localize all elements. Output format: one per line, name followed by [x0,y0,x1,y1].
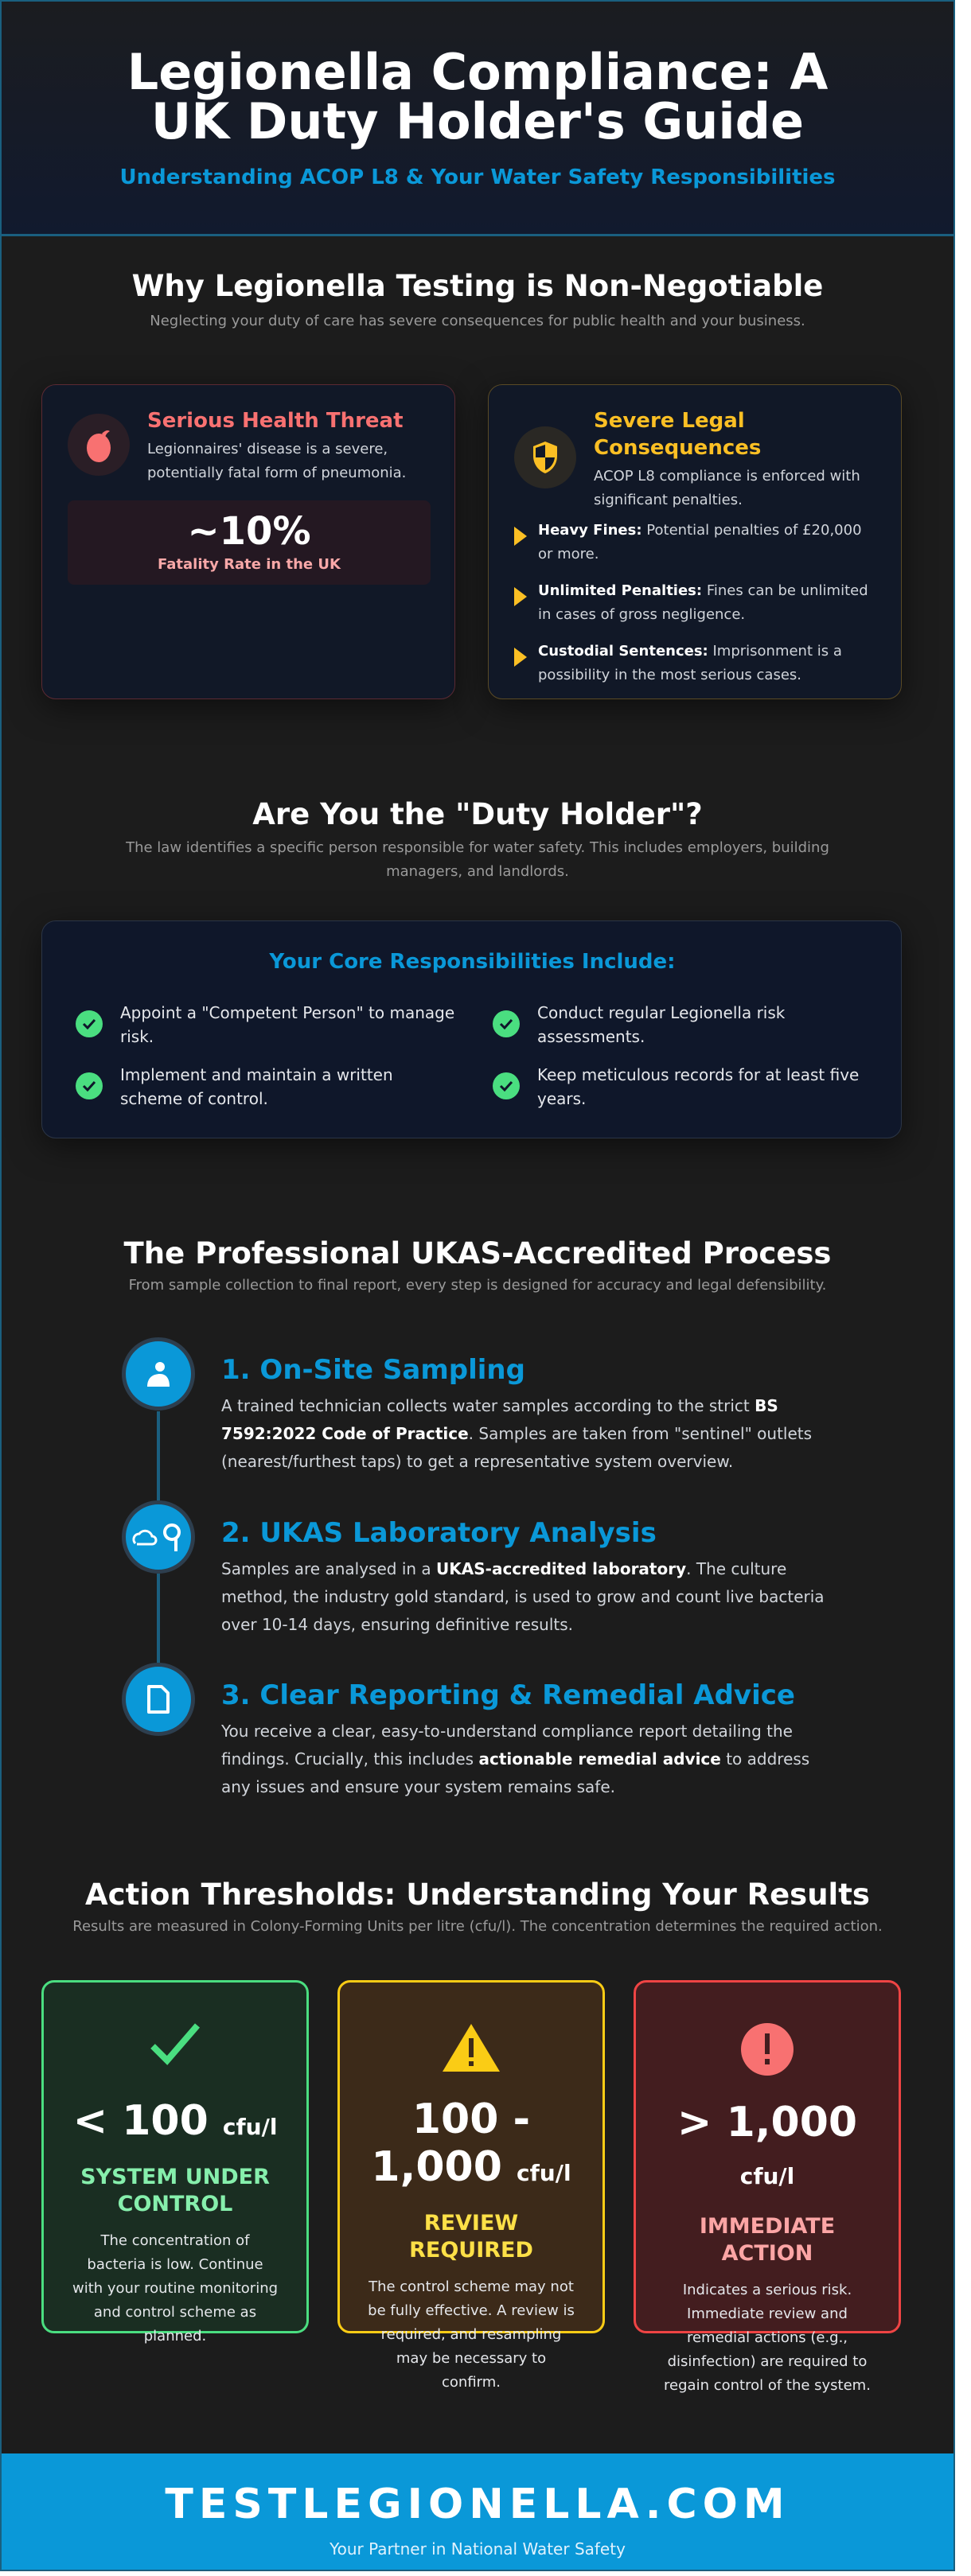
penalty-text: Potential penalties of £20,000 or more. [538,522,862,562]
penalty-text: Imprisonment is a possibility in the most serious cases. [538,643,842,683]
threshold-value: < 100 cfu/l [72,2097,278,2145]
penalty-list [514,519,880,700]
why-section-header [2,269,953,333]
penalty-label: Unlimited Penalties: [538,582,703,599]
checkmark-icon [150,2022,201,2065]
responsibility-text: Keep meticulous records for at least five years. [537,1065,860,1108]
footer [2,2453,953,2571]
legal-consequences-card [488,384,902,699]
responsibility-item [76,1001,458,1049]
threshold-text: Indicates a serious risk. Immediate review and remedial actions (e.g., disinfection) are required to regain control of the system. [664,2282,871,2394]
threshold-status: REVIEW REQUIRED [409,2211,533,2263]
threshold-value: 100 - 1,000 cfu/l [371,2095,571,2191]
timeline-connector [157,1574,160,1663]
penalty-item [514,519,880,566]
document-icon [146,1684,170,1714]
arrow-icon [514,648,527,667]
threshold-card-medium [337,1980,605,2391]
step-icon-circle [122,1337,195,1411]
section-lead: Results are measured in Colony-Forming Units per litre (cfu/l). The concentration determines the required action. [72,1918,883,1935]
footer-tagline: Your Partner in National Water Safety [330,2539,626,2558]
threshold-text: The control scheme may not be fully effective. A review is required, and resampling may be necessary to confirm. [368,2278,575,2391]
arrow-icon [514,527,527,546]
legal-icon-wrap [514,426,576,488]
step-title: 3. Clear Reporting & Remedial Advice [221,1679,795,1711]
responsibility-text: Conduct regular Legionella risk assessments. [537,1003,786,1046]
responsibility-item [493,1063,875,1111]
header [2,2,953,236]
step-icon-circle [122,1500,195,1574]
step-title: 2. UKAS Laboratory Analysis [221,1517,657,1549]
health-threat-card [41,384,455,699]
arrow-icon [514,587,527,606]
card-title: Serious Health Threat [147,409,404,433]
check-circle-icon [493,1072,520,1099]
penalty-label: Custodial Sentences: [538,643,708,660]
brand-link[interactable]: TESTLEGIONELLA.COM [165,2481,790,2528]
page-title: Legionella Compliance: A UK Duty Holder's Guide [127,43,829,150]
stat-value: ~10% [187,509,311,554]
threshold-status: IMMEDIATE ACTION [699,2214,836,2266]
section-title: The Professional UKAS-Accredited Process [123,1236,832,1270]
health-icon-wrap [68,414,130,476]
card-text: Legionnaires' disease is a severe, potentially fatal form of pneumonia. [147,441,407,481]
card-title: Severe Legal Consequences [594,409,762,460]
check-circle-icon [493,1010,520,1037]
step-title: 1. On-Site Sampling [221,1354,525,1386]
penalty-item [514,579,880,627]
step-icon-circle [122,1663,195,1736]
page-subtitle: Understanding ACOP L8 & Your Water Safety Responsibilities [119,165,836,189]
section-lead: From sample collection to final report, every step is designed for accuracy and legal defensibility. [128,1277,827,1294]
check-circle-icon [76,1072,103,1099]
responsibility-item [493,1001,875,1049]
card-text: ACOP L8 compliance is enforced with significant penalties. [594,468,860,508]
thresholds-section-header [2,1878,953,1939]
lung-icon [83,426,115,463]
fatality-stat [68,500,431,585]
section-title: Action Thresholds: Understanding Your Results [85,1878,870,1912]
technician-icon [144,1360,173,1388]
threshold-status: SYSTEM UNDER CONTROL [80,2165,270,2216]
step-text: You receive a clear, easy-to-understand compliance report detailing the findings. Crucially, this includes actionable remedial advice to address any issues and ensure your system remains safe. [221,1722,810,1796]
timeline-connector [157,1411,160,1500]
penalty-item [514,640,880,687]
penalty-text: Fines can be unlimited in cases of gross negligence. [538,582,868,623]
threshold-value: > 1,000 cfu/l [677,2099,858,2189]
responsibility-text: Appoint a "Competent Person" to manage risk. [120,1003,455,1046]
shield-icon [532,440,559,475]
step-text: A trained technician collects water samples according to the strict BS 7592:2022 Code of Practice. Samples are taken from "sentinel" outlets (nearest/furthest taps) to get a representative system overview. [221,1396,813,1471]
section-title: Why Legionella Testing is Non-Negotiable [131,269,824,303]
warning-triangle-icon [441,2022,501,2073]
lab-microscope-icon [131,1521,186,1553]
step-text: Samples are analysed in a UKAS-accredited laboratory. The culture method, the industry gold standard, is used to grow and count live bacteria over 10-14 days, ensuring definitive results. [221,1559,825,1634]
responsibility-text: Implement and maintain a written scheme of control. [120,1065,393,1108]
responsibilities-box [41,920,902,1138]
box-title: Your Core Responsibilities Include: [269,950,676,974]
stat-label: Fatality Rate in the UK [158,556,341,573]
section-lead: Neglecting your duty of care has severe consequences for public health and your business. [150,313,805,329]
section-title: Are You the "Duty Holder"? [252,797,703,831]
duty-section-header [105,797,850,884]
section-lead: The law identifies a specific person responsible for water safety. This includes employers, building managers, and landlords. [126,839,829,880]
check-circle-icon [76,1010,103,1037]
process-section-header [2,1236,953,1298]
responsibility-item [76,1063,458,1111]
threshold-text: The concentration of bacteria is low. Continue with your routine monitoring and control scheme as planned. [72,2232,279,2344]
alert-circle-icon [740,2022,794,2076]
threshold-card-high [634,1980,901,2394]
threshold-card-low [41,1980,309,2344]
penalty-label: Heavy Fines: [538,522,642,539]
